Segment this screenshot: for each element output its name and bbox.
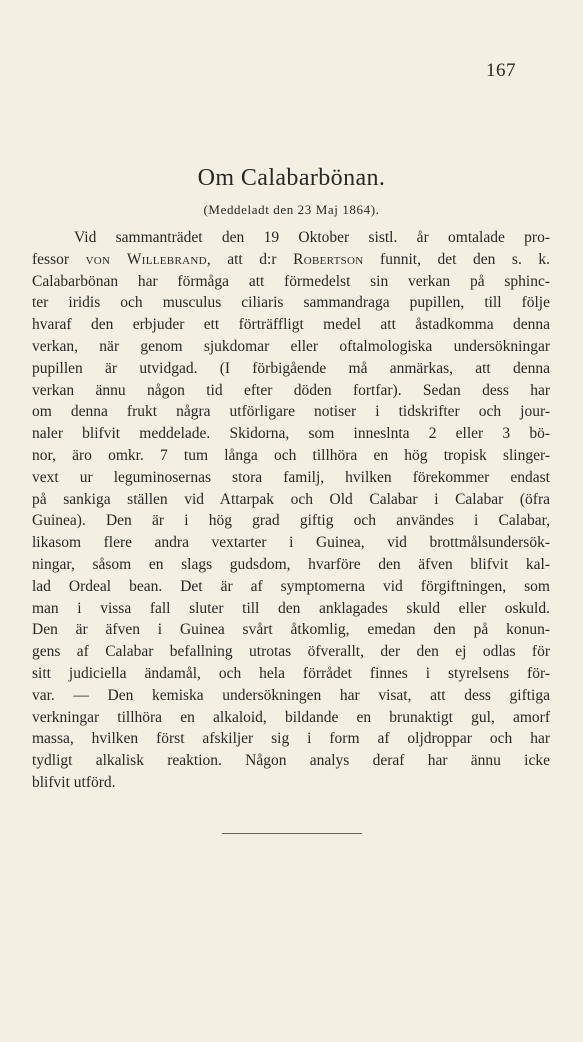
article-date-note: (Meddeladt den 23 Maj 1864).	[203, 202, 380, 217]
body-line: lad Ordeal bean. Det är af symptomerna vid förgiftningen, som	[32, 577, 550, 595]
body-line: gens af Calabar befallning utrotas öfverallt, der den ej odlas för	[32, 643, 550, 661]
body-line: nor, äro omkr. 7 tum långa och tillhöra en hög tropisk slinger-	[32, 446, 550, 464]
text-run: , att d:r	[206, 250, 294, 268]
text-run: funnit, det den s. k.	[363, 250, 550, 268]
body-line: vext ur leguminosernas stora familj, hvilken förekommer endast	[32, 468, 550, 486]
body-line: pupillen är utvidgad. (I förbigående må anmärkas, att denna	[32, 359, 550, 377]
body-line: var. — Den kemiska undersökningen har visat, att dess giftiga	[32, 686, 550, 704]
body-line: massa, hvilken först afskiljer sig i form af oljdroppar och har	[32, 730, 550, 748]
text-run: fessor	[32, 250, 86, 268]
article-body	[32, 227, 550, 794]
body-line: Den är äfven i Guinea svårt åtkomlig, emedan den på konun-	[32, 621, 550, 639]
body-line: verkningar tillhöra en alkaloid, bildande en brunaktigt gul, amorf	[32, 708, 550, 726]
body-line: Calabarbönan har förmåga att förmedelst sin verkan på sphinc-	[32, 272, 550, 290]
name-robertson: Robertson	[293, 250, 364, 268]
page-number: 167	[486, 60, 516, 81]
body-line: naler blifvit meddelade. Skidorna, som inneslnta 2 eller 3 bö-	[32, 425, 550, 443]
body-line: sitt judiciella ändamål, och hela förrådet finnes i styrelsens för-	[32, 664, 550, 682]
body-line: blifvit utförd.	[32, 773, 116, 791]
body-line: hvaraf den erbjuder ett förträffligt medel att åstadkomma denna	[32, 316, 550, 334]
body-line: verkan, när genom sjukdomar eller oftalmologiska undersökningar	[32, 337, 550, 355]
body-line: ter iridis och musculus ciliaris sammandraga pupillen, till följe	[32, 294, 550, 312]
body-line: likasom flere andra vextarter i Guinea, vid brottmålsundersök-	[32, 534, 550, 552]
body-line: ningar, såsom en slags gudsdom, hvarföre den äfven blifvit kal-	[32, 555, 550, 573]
body-line-authors	[32, 249, 550, 271]
body-line: tydligt alkalisk reaktion. Någon analys deraf har ännu icke	[32, 752, 550, 770]
name-willebrand: von Willebrand	[85, 250, 207, 268]
article-title: Om Calabarbönan.	[197, 165, 386, 191]
body-line: Guinea). Den är i hög grad giftig och användes i Calabar,	[32, 512, 550, 530]
section-divider	[222, 833, 362, 834]
body-line: om denna frukt några utförligare notiser i tidskrifter och jour-	[32, 403, 550, 421]
body-line: verkan ännu någon tid efter döden fortfar). Sedan dess har	[32, 381, 550, 399]
body-line: på sankiga ställen vid Attarpak och Old Calabar i Calabar (öfra	[32, 490, 550, 508]
body-line: Vid sammanträdet den 19 Oktober sistl. år omtalade pro-	[74, 229, 550, 246]
body-line: man i vissa fall sluter till den anklagades skuld eller oskuld.	[32, 599, 550, 617]
